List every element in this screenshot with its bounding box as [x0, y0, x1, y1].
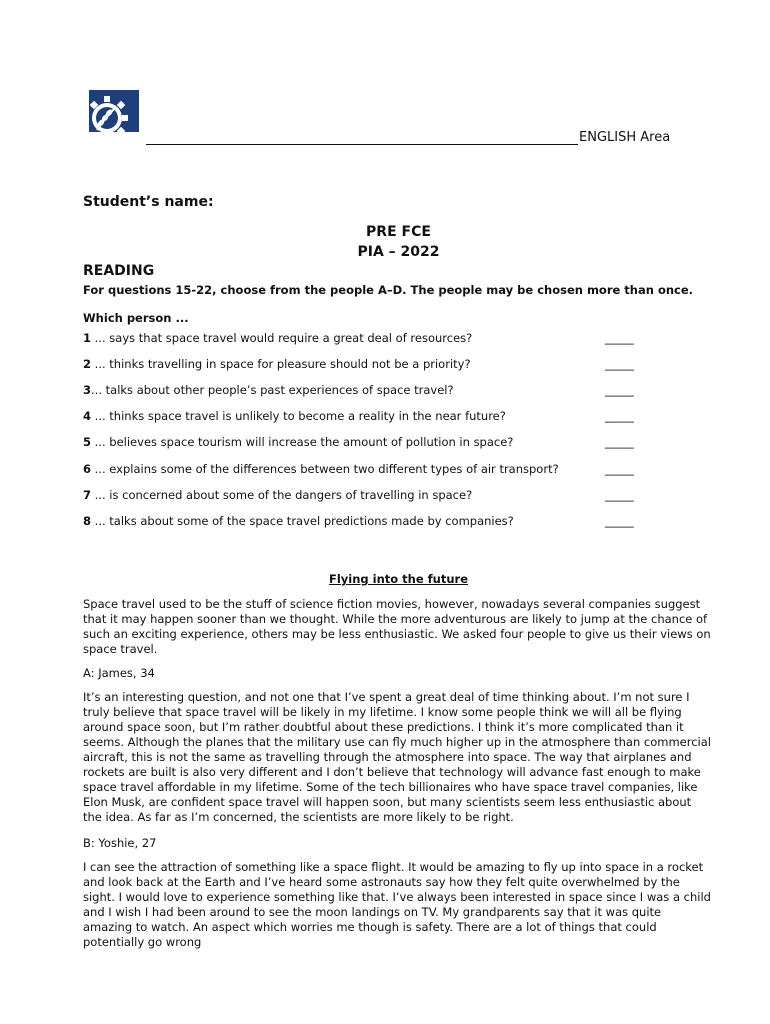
- person-a-label: A: James, 34: [83, 666, 155, 680]
- which-person-label: Which person ...: [83, 311, 189, 325]
- exam-title: PRE FCE: [366, 224, 431, 240]
- person-b-text: I can see the attraction of something like a space flight. It would be amazing to fly up into space in a rocket and look back at the Earth and I’ve heard some astronauts say how they felt quite overwhelmed by the sight. I would love to experience something like that. I’ve always been interested in space since I was a child and I wish I had been around to see the moon landings on TV. My grandparents say that it was quite amazing to watch. An aspect which worries me though is safety. There are a lot of things that could potentially go wrong: [83, 860, 711, 949]
- article-title: Flying into the future: [328, 572, 469, 586]
- exam-subtitle: PIA – 2022: [357, 244, 440, 260]
- question-item: 4 ... thinks space travel is unlikely to become a reality in the near future?: [83, 409, 506, 423]
- area-label: ENGLISH Area: [579, 130, 671, 145]
- question-item: 2 ... thinks travelling in space for pleasure should not be a priority?: [83, 357, 471, 371]
- question-item: 8 ... talks about some of the space travel predictions made by companies?: [83, 514, 514, 528]
- person-b-label: B: Yoshie, 27: [83, 836, 157, 850]
- header-line: [146, 130, 670, 145]
- answer-blank: _____: [605, 462, 634, 476]
- question-item: 6 ... explains some of the differences between two different types of air transport?: [83, 462, 559, 476]
- answer-blank: _____: [605, 514, 634, 528]
- answer-blank: _____: [605, 331, 634, 345]
- question-item: 7 ... is concerned about some of the dangers of travelling in space?: [83, 488, 473, 502]
- answer-blank: _____: [605, 435, 634, 449]
- question-item: 5 ... believes space tourism will increase the amount of pollution in space?: [83, 435, 514, 449]
- student-name-label: Student’s name:: [83, 194, 214, 210]
- answer-blank: _____: [605, 357, 634, 371]
- question-item: 3... talks about other people’s past experiences of space travel?: [83, 383, 454, 397]
- answer-blank: _____: [605, 409, 634, 423]
- section-heading: READING: [83, 263, 155, 279]
- answer-blank: _____: [605, 488, 634, 502]
- header-underline: [146, 131, 578, 145]
- gear-wheat-logo-icon: [85, 88, 141, 142]
- question-item: 1 ... says that space travel would require a great deal of resources?: [83, 331, 473, 345]
- school-logo: [85, 88, 141, 142]
- answer-blank: _____: [605, 383, 634, 397]
- article-intro: Space travel used to be the stuff of science fiction movies, however, nowadays several companies suggest that it may happen sooner than we thought. While the more adventurous are likely to jump at the chance of such an exciting experience, others may be less enthusiastic. We asked four people to give us their views on space travel.: [83, 597, 711, 656]
- person-a-text: It’s an interesting question, and not one that I’ve spent a great deal of time thinking about. I’m not sure I truly believe that space travel will be likely in my lifetime. I know some people think we will all be flying around space soon, but I’m rather doubtful about these predictions. I think it’s more complicated than it seems. Although the planes that the military use can fly much higher up in the atmosphere than commercial aircraft, this is not the same as travelling through the atmosphere into space. The way that airplanes and rockets are built is also very different and I don’t believe that technology will advance fast enough to make space travel affordable in my lifetime. Some of the tech billionaires who have space travel companies, like Elon Musk, are confident space travel will happen soon, but many scientists seem less enthusiastic about the idea. As far as I’m concerned, the scientists are more likely to be right.: [83, 690, 711, 824]
- section-instructions: For questions 15-22, choose from the people A–D. The people may be chosen more than once.: [83, 283, 694, 297]
